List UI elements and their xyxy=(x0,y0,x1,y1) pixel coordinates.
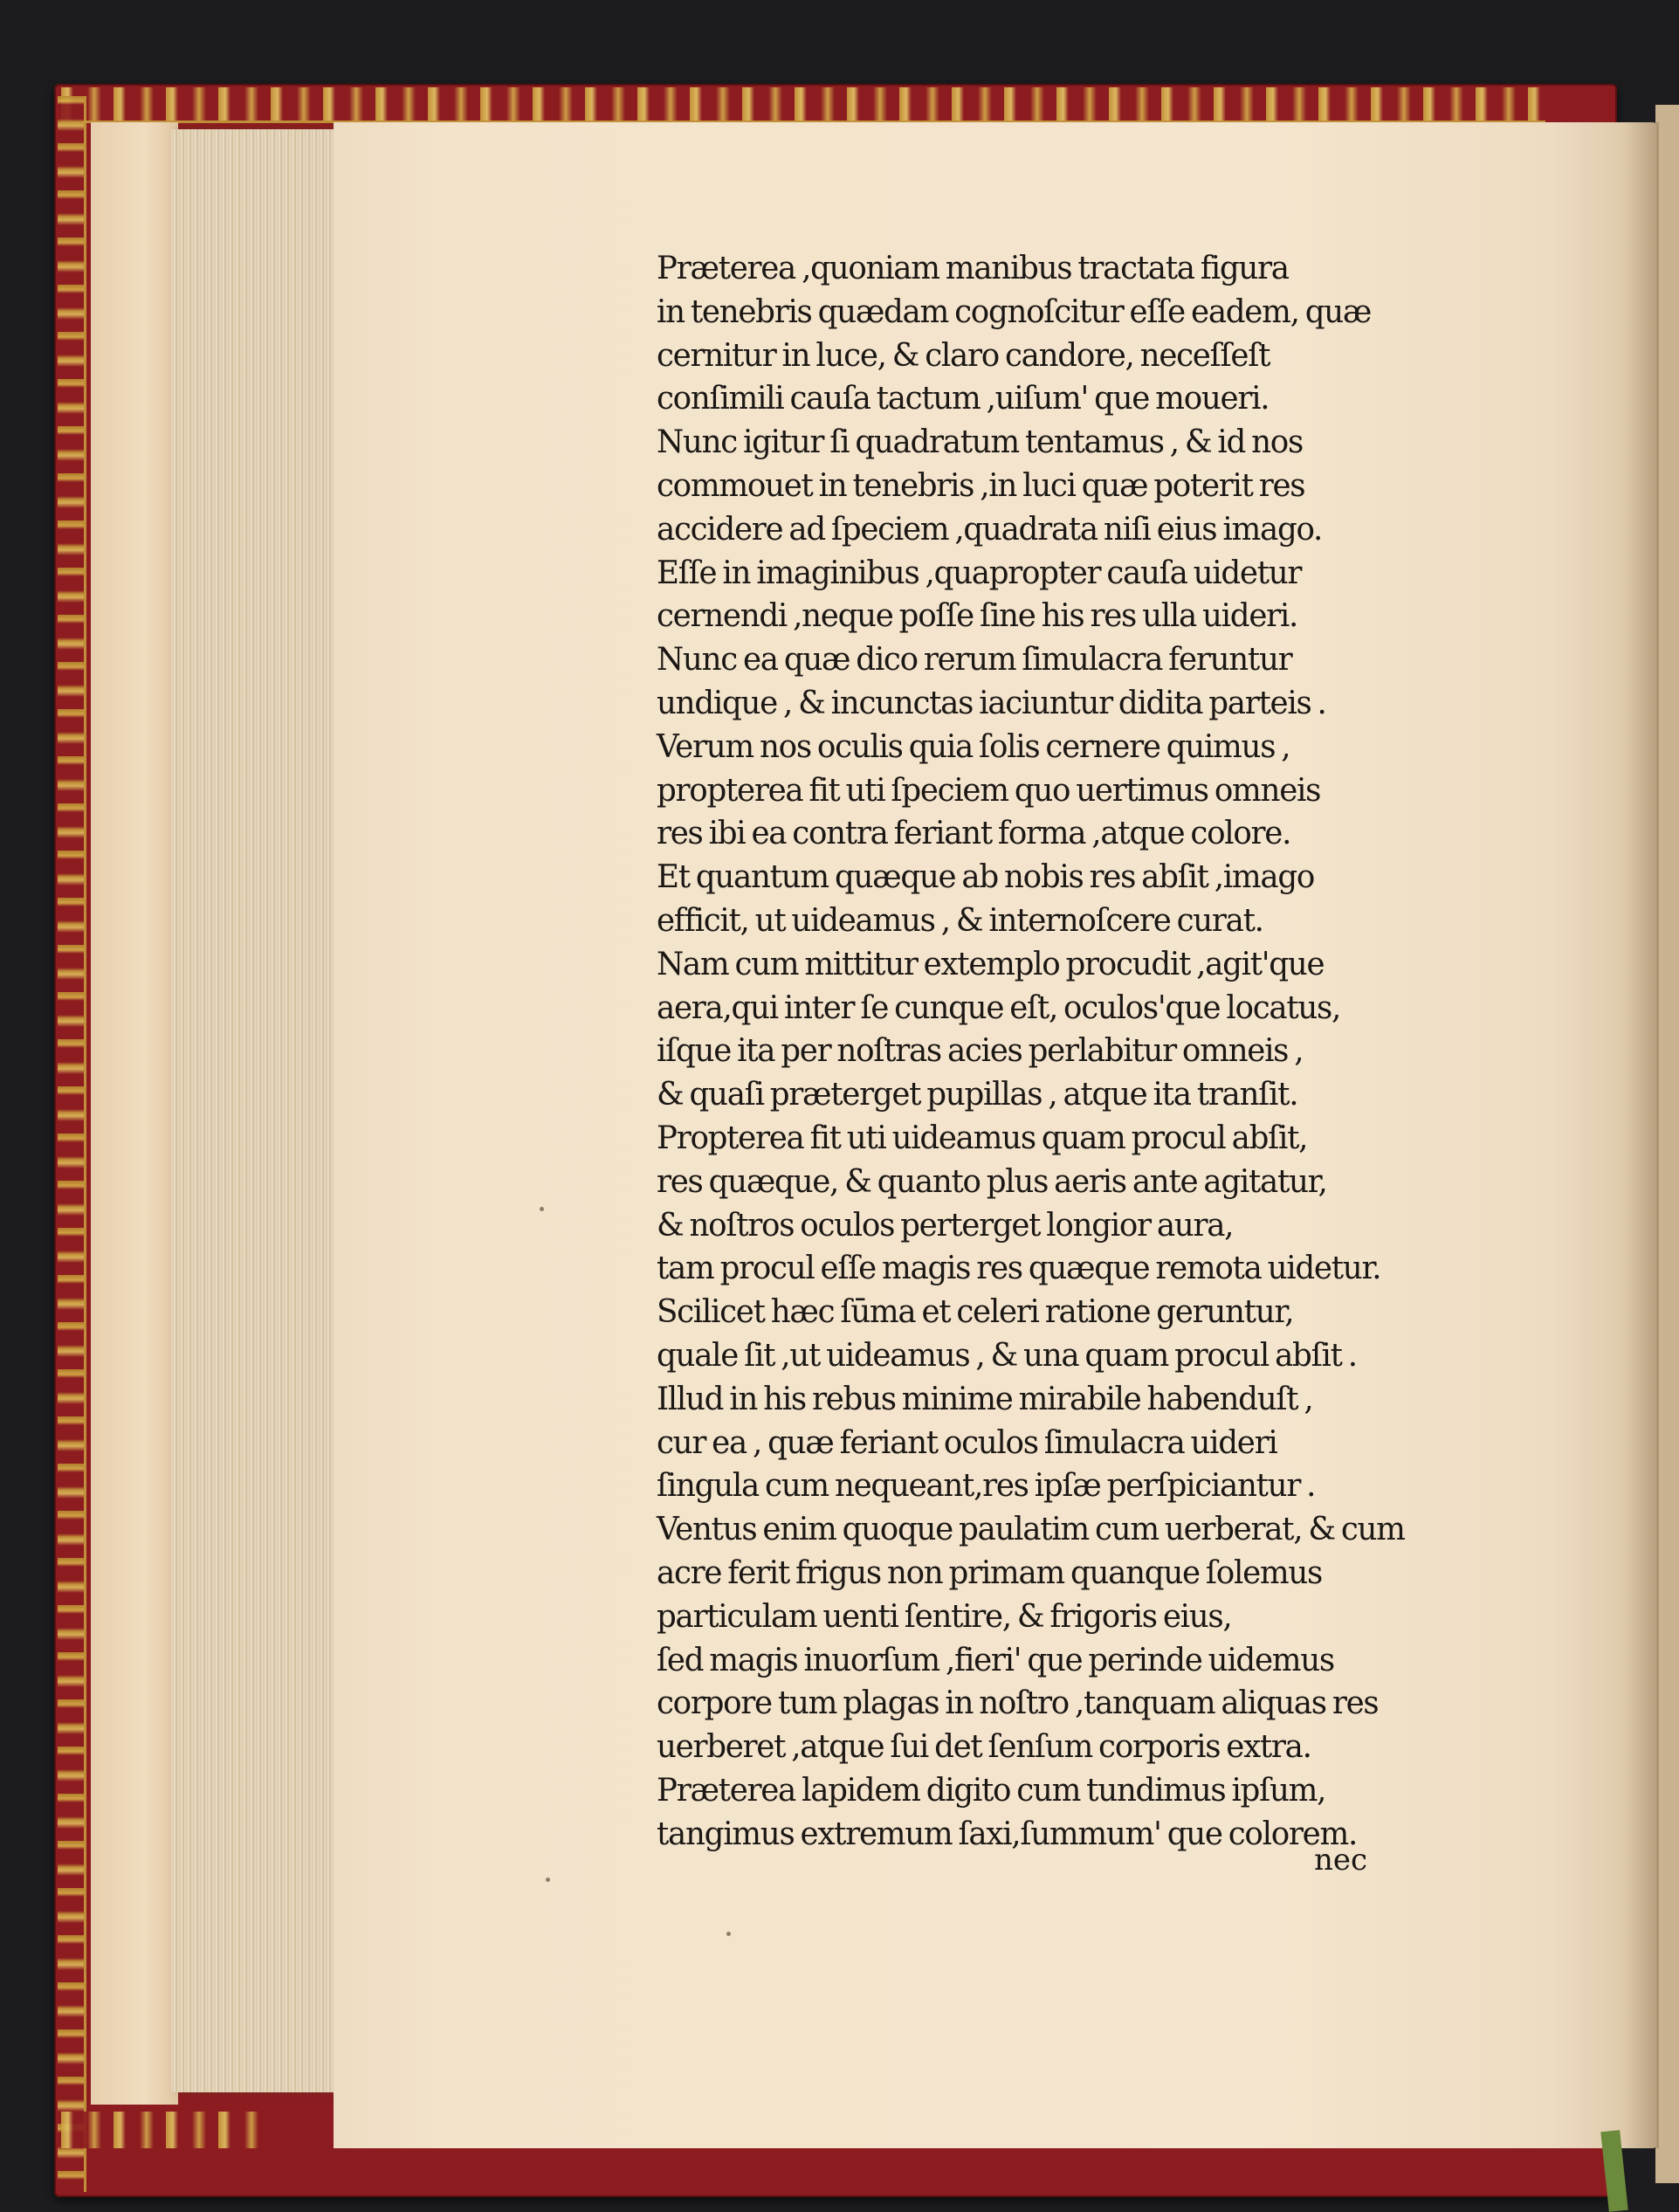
text-line: Illud in his rebus minime mirabile habenduſt , xyxy=(657,1381,1313,1417)
text-line: tam procul eſſe magis res quæque remota uidetur. xyxy=(657,1251,1381,1287)
text-line: efficit, ut uideamus , & internoſcere curat. xyxy=(657,902,1263,939)
text-line: res ibi ea contra feriant forma ,atque colore. xyxy=(657,816,1291,852)
text-line: cernitur in luce, & claro candore, neceſſeſt xyxy=(657,337,1270,374)
text-line: Verum nos oculis quia ſolis cernere quimus , xyxy=(657,728,1290,765)
text-line: Ventus enim quoque paulatim cum uerberat, & cum xyxy=(657,1512,1405,1548)
text-line: Nunc ea quæ dico rerum ſimulacra feruntur xyxy=(657,642,1292,679)
gutter-shadow xyxy=(1624,122,1659,2148)
text-line: ſingula cum nequeant,res ipſæ perſpiciantur . xyxy=(657,1468,1316,1505)
pastedown-paper xyxy=(91,122,178,2105)
page-block-edges xyxy=(171,129,337,2092)
text-line: cur ea , quæ feriant oculos ſimulacra uideri xyxy=(657,1424,1277,1461)
text-line: iſque ita per noſtras acies perlabitur omneis , xyxy=(657,1033,1304,1070)
facing-leaf-edge xyxy=(1655,105,1679,2183)
text-line: & quaſi præterget pupillas , atque ita tranſit. xyxy=(657,1077,1298,1113)
text-line: conſimili cauſa tactum ,uiſum' que moueri. xyxy=(657,381,1270,417)
text-line: Eſſe in imaginibus ,quapropter cauſa uidetur xyxy=(657,555,1302,591)
catchword: nec xyxy=(1314,1843,1368,1878)
text-line: Præterea lapidem digito cum tundimus ipſum, xyxy=(657,1772,1326,1809)
text-line: Nunc igitur ſi quadratum tentamus , & id nos xyxy=(657,424,1303,461)
text-line: acre ferit frigus non primam quanque ſolemus xyxy=(657,1554,1323,1591)
foxing-spot xyxy=(546,1878,550,1882)
text-line: uerberet ,atque ſui det ſenſum corporis extra. xyxy=(657,1729,1311,1766)
text-line: accidere ad ſpeciem ,quadrata niſi eius imago. xyxy=(657,511,1323,548)
text-line: aera,qui inter ſe cunque eſt, oculos'que locatus, xyxy=(657,989,1341,1026)
gilt-border-bottom xyxy=(61,2112,262,2148)
page-text-block xyxy=(657,247,1538,1856)
text-line: in tenebris quædam cognoſcitur eſſe eadem, quæ xyxy=(657,293,1372,330)
text-line: ſed magis inuorſum ,fieri' que perinde uidemus xyxy=(657,1642,1334,1678)
text-line: res quæque, & quanto plus aeris ante agitatur, xyxy=(657,1163,1327,1200)
text-line: quale ſit ,ut uideamus , & una quam procul abſit . xyxy=(657,1337,1357,1374)
text-line: tangimus extremum ſaxi,ſummum' que colorem. xyxy=(657,1816,1357,1852)
text-line: corpore tum plagas in noſtro ,tanquam aliquas res xyxy=(657,1685,1379,1722)
text-line: Scilicet hæc ſūma et celeri ratione geruntur, xyxy=(657,1294,1294,1331)
gilt-border-top xyxy=(61,87,1545,123)
text-line: undique , & incunctas iaciuntur didita parteis . xyxy=(657,685,1326,721)
foxing-spot xyxy=(726,1932,731,1936)
text-line: Propterea fit uti uideamus quam procul abſit, xyxy=(657,1120,1308,1156)
text-line: commouet in tenebris ,in luci quæ poterit res xyxy=(657,467,1305,504)
text-line: & noſtros oculos perterget longior aura, xyxy=(657,1207,1234,1244)
text-line: Et quantum quæque ab nobis res abſit ,imago xyxy=(657,859,1315,896)
foxing-spot xyxy=(540,1207,544,1211)
text-line: Nam cum mittitur extemplo procudit ,agit'que xyxy=(657,946,1325,982)
text-line: propterea fit uti ſpeciem quo uertimus omneis xyxy=(657,772,1321,809)
text-line: cernendi ,neque poſſe ſine his res ulla uideri. xyxy=(657,598,1298,635)
gilt-border-left xyxy=(58,96,86,2192)
text-line: Præterea ,quoniam manibus tractata figura xyxy=(657,251,1289,286)
text-line: particulam uenti ſentire, & frigoris eius, xyxy=(657,1598,1232,1635)
